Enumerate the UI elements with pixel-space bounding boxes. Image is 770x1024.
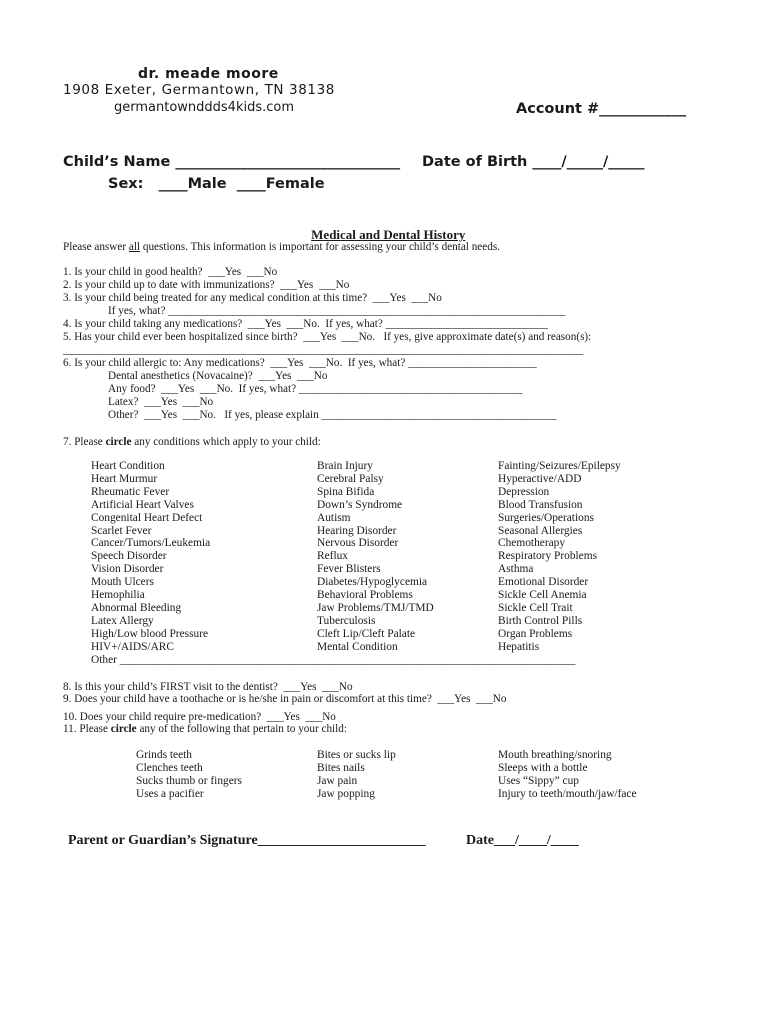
- intro-text: Please answer all questions. This information is important for assessing your child’s dental needs.: [63, 241, 500, 253]
- question-2[interactable]: 2. Is your child up to date with immunizations? ___Yes ___No: [63, 279, 350, 291]
- habits-column-3: [498, 749, 637, 801]
- condition-item[interactable]: HIV+/AIDS/ARC: [91, 640, 174, 653]
- condition-item[interactable]: Nervous Disorder: [317, 537, 399, 550]
- question-8[interactable]: 8. Is this your child’s FIRST visit to the dentist? ___Yes ___No: [63, 681, 353, 693]
- condition-item[interactable]: Blood Transfusion: [498, 498, 583, 511]
- condition-item[interactable]: Rheumatic Fever: [91, 485, 170, 498]
- condition-item[interactable]: Surgeries/Operations: [498, 511, 594, 524]
- question-9[interactable]: 9. Does your child have a toothache or is he/she in pain or discomfort at this time? ___Yes ___No: [63, 693, 507, 705]
- date-of-birth-field[interactable]: Date of Birth ____/_____/_____: [422, 154, 645, 170]
- sex-field[interactable]: Sex: ____Male ____Female: [108, 176, 325, 192]
- account-number-field[interactable]: Account #____________: [516, 101, 687, 117]
- conditions-column-2: [317, 460, 434, 654]
- condition-item[interactable]: Sickle Cell Trait: [498, 601, 573, 614]
- question-3[interactable]: 3. Is your child being treated for any medical condition at this time? ___Yes ___No: [63, 292, 442, 304]
- child-name-field[interactable]: Child’s Name _______________________________: [63, 154, 401, 170]
- condition-item[interactable]: Hearing Disorder: [317, 524, 397, 537]
- question-6-anesthetics[interactable]: Dental anesthetics (Novacaine)? ___Yes ___No: [108, 370, 328, 382]
- question-10[interactable]: 10. Does your child require pre-medication? ___Yes ___No: [63, 711, 336, 723]
- condition-item[interactable]: Cleft Lip/Cleft Palate: [317, 627, 416, 640]
- habit-item[interactable]: Grinds teeth: [136, 749, 192, 761]
- condition-item[interactable]: Behavioral Problems: [317, 589, 413, 602]
- habits-column-1: [136, 749, 242, 801]
- condition-other-field[interactable]: Other ________________________________________________________________________________: [91, 653, 576, 666]
- practice-name: dr. meade moore: [138, 66, 279, 82]
- question-6-other[interactable]: Other? ___Yes ___No. If yes, please explain __________________________________________: [108, 409, 557, 421]
- conditions-column-3: [498, 460, 621, 654]
- condition-item[interactable]: Abnormal Bleeding: [91, 601, 182, 614]
- condition-item[interactable]: Jaw Problems/TMJ/TMD: [317, 601, 434, 614]
- habit-item[interactable]: Jaw popping: [317, 787, 375, 800]
- condition-item[interactable]: High/Low blood Pressure: [91, 627, 209, 640]
- question-6-latex[interactable]: Latex? ___Yes ___No: [108, 396, 214, 408]
- question-6-food[interactable]: Any food? ___Yes ___No. If yes, what? ________________________________________: [108, 383, 523, 395]
- condition-item[interactable]: Reflux: [317, 550, 349, 563]
- condition-item[interactable]: Hemophilia: [91, 589, 145, 602]
- condition-item[interactable]: Mouth Ulcers: [91, 576, 154, 589]
- condition-item[interactable]: Cerebral Palsy: [317, 472, 384, 485]
- question-7: 7. Please circle any conditions which apply to your child:: [63, 436, 321, 448]
- habits-column-2: [317, 749, 396, 801]
- condition-item[interactable]: Brain Injury: [317, 460, 373, 472]
- condition-item[interactable]: Hyperactive/ADD: [498, 472, 582, 485]
- question-4[interactable]: 4. Is your child taking any medications? ___Yes ___No. If yes, what? _____________________________: [63, 318, 548, 330]
- condition-item[interactable]: Latex Allergy: [91, 614, 154, 627]
- condition-item[interactable]: Tuberculosis: [317, 614, 376, 627]
- condition-item[interactable]: Sickle Cell Anemia: [498, 589, 587, 602]
- condition-item[interactable]: Heart Murmur: [91, 472, 158, 485]
- condition-item[interactable]: Spina Bifida: [317, 485, 375, 498]
- condition-item[interactable]: Congenital Heart Defect: [91, 511, 203, 524]
- form-title: Medical and Dental History: [311, 227, 466, 242]
- condition-item[interactable]: Respiratory Problems: [498, 550, 598, 563]
- question-5[interactable]: 5. Has your child ever been hospitalized since birth? ___Yes ___No. If yes, give approximate date(s) and reason(s):: [63, 331, 592, 343]
- question-3-detail[interactable]: If yes, what? _______________________________________________________________________: [108, 305, 566, 317]
- condition-item[interactable]: Organ Problems: [498, 627, 573, 640]
- habit-item[interactable]: Bites nails: [317, 761, 365, 774]
- condition-item[interactable]: Autism: [317, 511, 351, 524]
- habit-item[interactable]: Uses “Sippy” cup: [498, 774, 579, 787]
- habit-item[interactable]: Clenches teeth: [136, 761, 203, 774]
- condition-item[interactable]: Speech Disorder: [91, 550, 167, 563]
- condition-item[interactable]: Mental Condition: [317, 640, 398, 653]
- habit-item[interactable]: Uses a pacifier: [136, 787, 204, 800]
- question-1[interactable]: 1. Is your child in good health? ___Yes ___No: [63, 266, 278, 278]
- condition-item[interactable]: Vision Disorder: [91, 563, 164, 576]
- habit-item[interactable]: Sleeps with a bottle: [498, 761, 588, 774]
- habit-item[interactable]: Jaw pain: [317, 774, 358, 787]
- signature-date-field[interactable]: Date___/____/____: [466, 833, 579, 848]
- question-6[interactable]: 6. Is your child allergic to: Any medications? ___Yes ___No. If yes, what? _______________________: [63, 357, 537, 369]
- habit-item[interactable]: Mouth breathing/snoring: [498, 749, 612, 761]
- condition-item[interactable]: Chemotherapy: [498, 537, 566, 550]
- condition-item[interactable]: Seasonal Allergies: [498, 524, 583, 537]
- condition-item[interactable]: Asthma: [498, 563, 534, 576]
- condition-item[interactable]: Cancer/Tumors/Leukemia: [91, 537, 211, 550]
- condition-item[interactable]: Artificial Heart Valves: [91, 498, 194, 511]
- condition-item[interactable]: Hepatitis: [498, 640, 540, 653]
- habit-item[interactable]: Bites or sucks lip: [317, 749, 396, 761]
- condition-item[interactable]: Diabetes/Hypoglycemia: [317, 576, 428, 589]
- condition-item[interactable]: Birth Control Pills: [498, 614, 583, 627]
- practice-address: 1908 Exeter, Germantown, TN 38138: [63, 82, 335, 98]
- practice-website: germantownddds4kids.com: [114, 100, 295, 115]
- question-5-detail[interactable]: _____________________________________________________________________________________________: [63, 344, 584, 356]
- habit-item[interactable]: Sucks thumb or fingers: [136, 774, 242, 787]
- condition-item[interactable]: Depression: [498, 485, 550, 498]
- condition-item[interactable]: Heart Condition: [91, 460, 165, 472]
- condition-item[interactable]: Down’s Syndrome: [317, 498, 403, 511]
- signature-field[interactable]: Parent or Guardian’s Signature________________________: [68, 833, 426, 848]
- habit-item[interactable]: Injury to teeth/mouth/jaw/face: [498, 787, 637, 800]
- condition-item[interactable]: Scarlet Fever: [91, 524, 152, 537]
- question-11: 11. Please circle any of the following that pertain to your child:: [63, 723, 347, 735]
- condition-item[interactable]: Fever Blisters: [317, 563, 381, 576]
- condition-item[interactable]: Emotional Disorder: [498, 576, 589, 589]
- condition-item[interactable]: Fainting/Seizures/Epilepsy: [498, 460, 621, 472]
